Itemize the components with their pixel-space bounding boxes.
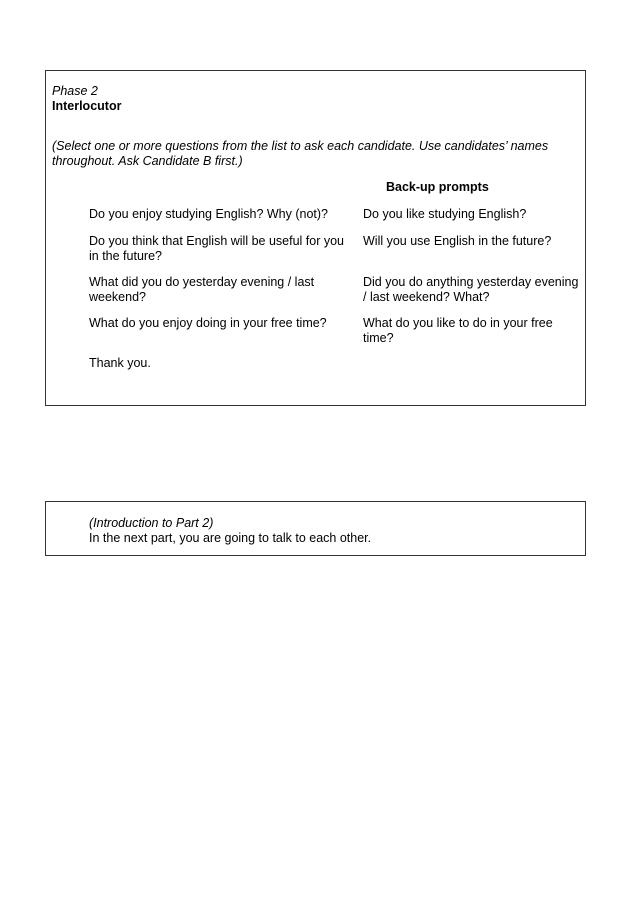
question-2: Do you think that English will be useful for you in the future? — [89, 234, 344, 263]
role-label: Interlocutor — [52, 99, 122, 113]
intro-title: (Introduction to Part 2) — [89, 516, 214, 530]
question-4: What do you enjoy doing in your free time? — [89, 316, 327, 330]
backup-prompt-3: Did you do anything yesterday evening / last weekend? What? — [363, 275, 579, 304]
closing-text: Thank you. — [89, 356, 151, 370]
question-3: What did you do yesterday evening / last weekend? — [89, 275, 315, 304]
question-1: Do you enjoy studying English? Why (not)? — [89, 207, 329, 221]
backup-prompt-2: Will you use English in the future? — [363, 234, 552, 248]
part-2-intro-box — [45, 501, 586, 556]
backup-prompts-heading: Back-up prompts — [386, 180, 489, 194]
intro-text: In the next part, you are going to talk to each other. — [89, 531, 372, 545]
instructions: (Select one or more questions from the list to ask each candidate. Use candidates’ names throughout. Ask Candidate B first.) — [52, 139, 549, 168]
phase-label: Phase 2 — [52, 84, 98, 98]
backup-prompt-4: What do you like to do in your free time? — [363, 316, 553, 345]
backup-prompt-1: Do you like studying English? — [363, 207, 527, 221]
phase-2-box — [45, 70, 586, 406]
